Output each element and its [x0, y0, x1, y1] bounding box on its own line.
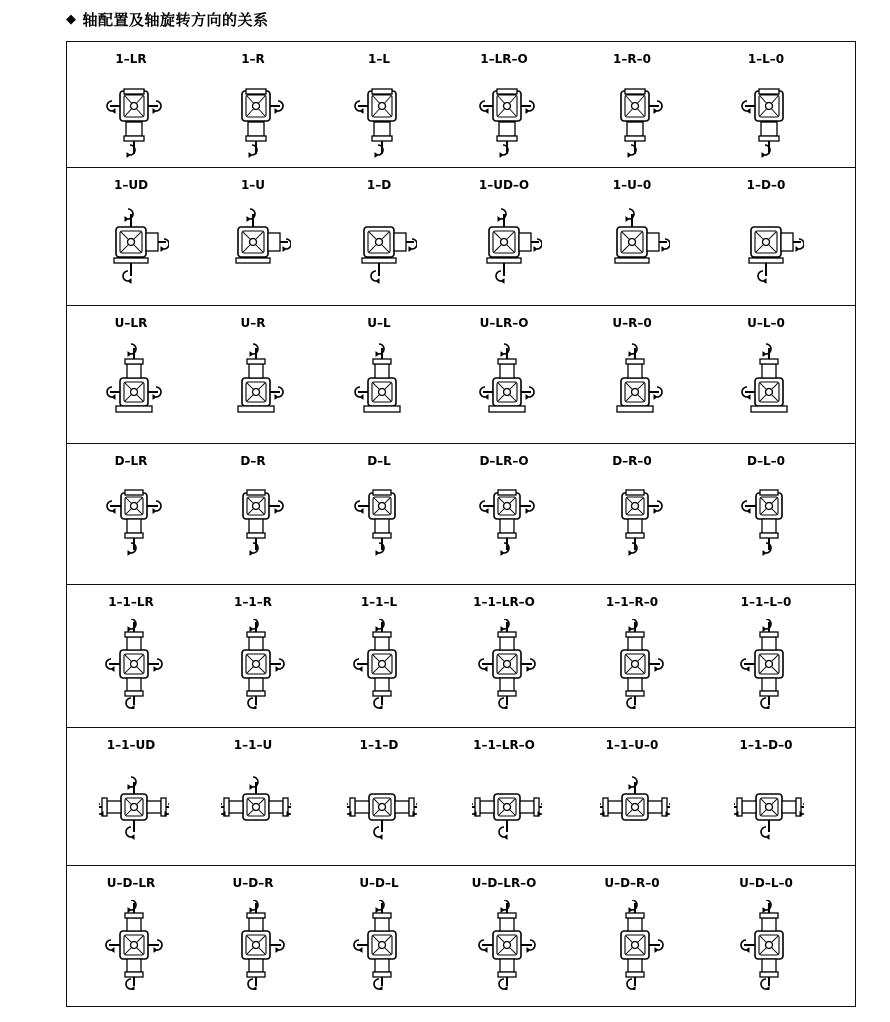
configuration-cell: [570, 585, 694, 727]
configuration-cell: [570, 306, 694, 443]
gearbox-shaft-diagram-icon: [472, 762, 542, 852]
configuration-cell: [317, 42, 441, 167]
gearbox-shaft-diagram-icon: [99, 900, 169, 990]
configuration-cell: [317, 728, 441, 865]
configuration-row: [67, 866, 855, 1006]
configuration-code-label: 1–1–U: [233, 738, 273, 752]
configuration-cell: [69, 444, 193, 584]
diamond-bullet-icon: ◆: [66, 11, 77, 27]
gearbox-shaft-diagram-icon: [221, 340, 291, 430]
configuration-cell: [191, 585, 315, 727]
gearbox-shaft-diagram-icon: [347, 76, 417, 166]
gearbox-shaft-diagram-icon: [99, 340, 169, 430]
configuration-cell: [442, 585, 566, 727]
gearbox-shaft-diagram-icon: [347, 762, 417, 852]
configuration-cell: [442, 444, 566, 584]
gearbox-shaft-diagram-icon: [221, 478, 291, 568]
configuration-code-label: D–R: [240, 454, 266, 468]
configuration-code-label: 1–1–LR–O: [473, 595, 535, 609]
gearbox-shaft-diagram-icon: [600, 900, 670, 990]
configuration-cell: [570, 42, 694, 167]
gearbox-shaft-diagram-icon: [472, 478, 542, 568]
gearbox-shaft-diagram-icon: [600, 762, 670, 852]
gearbox-shaft-diagram-icon: [347, 900, 417, 990]
gearbox-shaft-diagram-icon: [221, 76, 291, 166]
configuration-code-label: 1–1–R: [234, 595, 272, 609]
configuration-cell: [570, 728, 694, 865]
configuration-cell: [570, 168, 694, 305]
configuration-code-label: 1–D: [366, 178, 392, 192]
configuration-code-label: 1–1–U–0: [605, 738, 659, 752]
configuration-code-label: 1–UD–O: [478, 178, 530, 192]
configuration-code-label: 1–L: [368, 52, 390, 66]
configuration-code-label: D–LR–O: [479, 454, 529, 468]
configuration-code-label: U–D–LR: [106, 876, 156, 890]
gearbox-shaft-diagram-icon: [99, 619, 169, 709]
gearbox-shaft-diagram-icon: [221, 202, 291, 292]
gearbox-shaft-diagram-icon: [347, 202, 417, 292]
shaft-configuration-table: [66, 41, 856, 1007]
configuration-cell: [69, 306, 193, 443]
gearbox-shaft-diagram-icon: [99, 762, 169, 852]
configuration-code-label: U–D–L–0: [739, 876, 793, 890]
gearbox-shaft-diagram-icon: [600, 202, 670, 292]
configuration-code-label: U–R: [240, 316, 266, 330]
configuration-code-label: 1–L–0: [747, 52, 785, 66]
gearbox-shaft-diagram-icon: [472, 619, 542, 709]
configuration-cell: [704, 866, 828, 1006]
configuration-cell: [69, 866, 193, 1006]
configuration-code-label: D–L–0: [747, 454, 785, 468]
configuration-cell: [69, 585, 193, 727]
configuration-code-label: U–D–R–0: [604, 876, 660, 890]
configuration-code-label: 1–1–LR: [108, 595, 154, 609]
configuration-code-label: 1–1–L–0: [740, 595, 792, 609]
gearbox-shaft-diagram-icon: [221, 762, 291, 852]
gearbox-shaft-diagram-icon: [734, 900, 804, 990]
configuration-cell: [442, 728, 566, 865]
configuration-code-label: 1–U–0: [612, 178, 652, 192]
gearbox-shaft-diagram-icon: [734, 762, 804, 852]
configuration-code-label: D–L: [367, 454, 391, 468]
configuration-code-label: U–LR–O: [479, 316, 529, 330]
configuration-code-label: 1–1–D: [359, 738, 399, 752]
gearbox-shaft-diagram-icon: [99, 478, 169, 568]
gearbox-shaft-diagram-icon: [734, 619, 804, 709]
configuration-row: [67, 168, 855, 306]
configuration-code-label: 1–U: [240, 178, 266, 192]
configuration-cell: [442, 42, 566, 167]
configuration-row: [67, 306, 855, 444]
configuration-cell: [704, 585, 828, 727]
configuration-row: [67, 728, 855, 866]
configuration-row: [67, 444, 855, 585]
gearbox-shaft-diagram-icon: [472, 76, 542, 166]
configuration-code-label: 1–1–LR–O: [473, 738, 535, 752]
configuration-cell: [191, 306, 315, 443]
gearbox-shaft-diagram-icon: [734, 76, 804, 166]
configuration-cell: [69, 728, 193, 865]
gearbox-shaft-diagram-icon: [472, 202, 542, 292]
configuration-cell: [191, 444, 315, 584]
gearbox-shaft-diagram-icon: [347, 619, 417, 709]
configuration-row: [67, 585, 855, 728]
gearbox-shaft-diagram-icon: [221, 619, 291, 709]
configuration-code-label: 1–R–0: [613, 52, 651, 66]
configuration-code-label: U–L: [367, 316, 391, 330]
gearbox-shaft-diagram-icon: [347, 478, 417, 568]
gearbox-shaft-diagram-icon: [472, 340, 542, 430]
section-title: 轴配置及轴旋转方向的关系: [82, 10, 269, 29]
configuration-code-label: U–L–0: [747, 316, 785, 330]
configuration-cell: [317, 168, 441, 305]
configuration-code-label: U–D–LR–O: [471, 876, 537, 890]
configuration-code-label: 1–UD: [113, 178, 149, 192]
configuration-cell: [704, 42, 828, 167]
configuration-code-label: 1–1–L: [360, 595, 398, 609]
gearbox-shaft-diagram-icon: [600, 619, 670, 709]
configuration-cell: [570, 444, 694, 584]
gearbox-shaft-diagram-icon: [734, 478, 804, 568]
configuration-code-label: 1–1–UD: [106, 738, 156, 752]
gearbox-shaft-diagram-icon: [347, 340, 417, 430]
configuration-code-label: 1–LR–O: [480, 52, 528, 66]
configuration-cell: [191, 866, 315, 1006]
gearbox-shaft-diagram-icon: [600, 478, 670, 568]
section-heading: [66, 8, 269, 30]
configuration-cell: [69, 168, 193, 305]
configuration-cell: [704, 444, 828, 584]
configuration-code-label: 1–LR: [115, 52, 147, 66]
configuration-code-label: D–LR: [114, 454, 148, 468]
configuration-cell: [704, 728, 828, 865]
gearbox-shaft-diagram-icon: [734, 202, 804, 292]
configuration-code-label: U–R–0: [612, 316, 652, 330]
configuration-cell: [191, 42, 315, 167]
gearbox-shaft-diagram-icon: [221, 900, 291, 990]
configuration-cell: [704, 168, 828, 305]
configuration-cell: [442, 306, 566, 443]
configuration-cell: [442, 866, 566, 1006]
gearbox-shaft-diagram-icon: [734, 340, 804, 430]
configuration-cell: [442, 168, 566, 305]
gearbox-shaft-diagram-icon: [99, 202, 169, 292]
configuration-cell: [317, 866, 441, 1006]
configuration-code-label: 1–R: [241, 52, 265, 66]
gearbox-shaft-diagram-icon: [472, 900, 542, 990]
configuration-cell: [704, 306, 828, 443]
configuration-code-label: 1–1–D–0: [739, 738, 793, 752]
configuration-cell: [191, 728, 315, 865]
configuration-code-label: U–LR: [114, 316, 148, 330]
gearbox-shaft-diagram-icon: [99, 76, 169, 166]
configuration-cell: [570, 866, 694, 1006]
configuration-cell: [69, 42, 193, 167]
configuration-code-label: D–R–0: [612, 454, 652, 468]
configuration-code-label: U–D–L: [359, 876, 399, 890]
configuration-cell: [317, 444, 441, 584]
configuration-row: [67, 42, 855, 168]
configuration-code-label: 1–1–R–0: [605, 595, 659, 609]
gearbox-shaft-diagram-icon: [600, 76, 670, 166]
configuration-code-label: 1–D–0: [746, 178, 786, 192]
gearbox-shaft-diagram-icon: [600, 340, 670, 430]
configuration-cell: [191, 168, 315, 305]
configuration-cell: [317, 306, 441, 443]
configuration-code-label: U–D–R: [232, 876, 274, 890]
configuration-cell: [317, 585, 441, 727]
